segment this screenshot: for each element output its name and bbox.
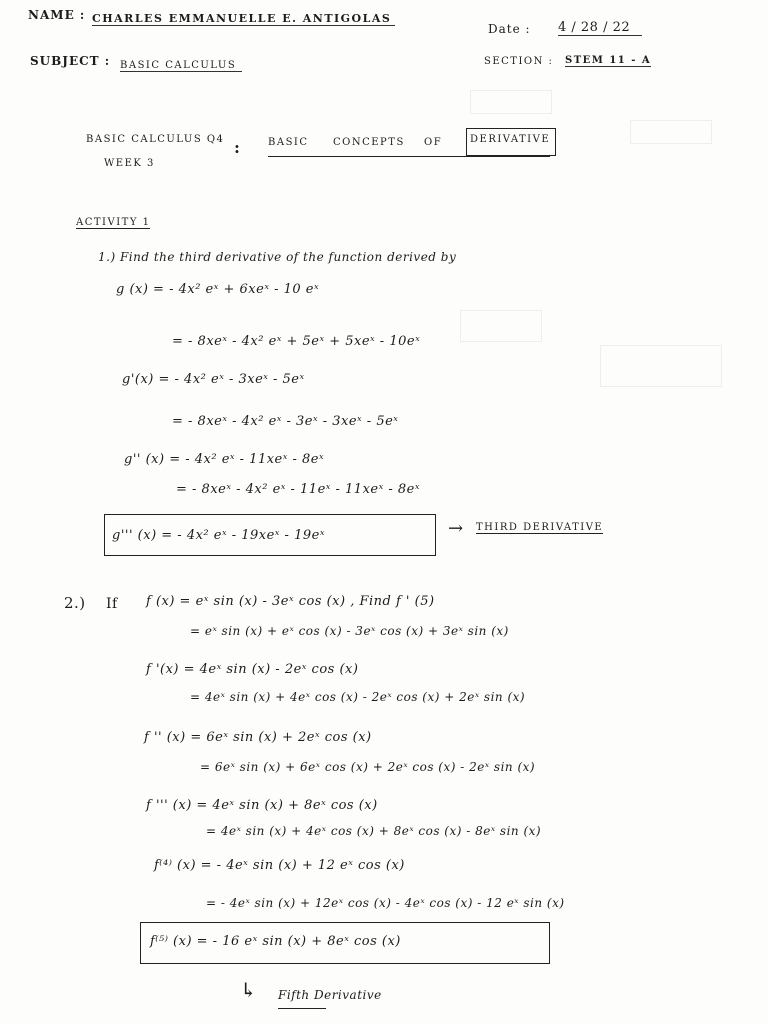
problem1-line: = - 8xeˣ - 4x² eˣ + 5eˣ + 5xeˣ - 10eˣ [172,334,421,349]
problem2-line: f '' (x) = 6eˣ sin (x) + 2eˣ cos (x) [144,730,372,745]
problem2-prompt: f (x) = eˣ sin (x) - 3eˣ cos (x) , Find f ' (5) [146,594,435,609]
subject-label: SUBJECT : [30,54,111,68]
section-label: SECTION : [484,56,554,67]
bleed-through-mark [470,90,552,114]
title-underline [268,156,550,157]
bleed-through-mark [600,345,722,387]
problem1-arrow: → [448,518,464,539]
problem2-line: f ''' (x) = 4eˣ sin (x) + 8eˣ cos (x) [146,798,378,813]
week-label: WEEK 3 [104,158,155,169]
topic-basic: BASIC [268,137,309,148]
problem1-answer: g''' (x) = - 4x² eˣ - 19xeˣ - 19eˣ [112,528,325,543]
topic-concepts: CONCEPTS [333,137,405,148]
problem1-line: g (x) = - 4x² eˣ + 6xeˣ - 10 eˣ [116,282,320,297]
topic-of: OF [424,137,443,148]
name-label: NAME : [28,8,86,22]
problem1-line: g'(x) = - 4x² eˣ - 3xeˣ - 5eˣ [122,372,305,387]
problem1-answer-label: THIRD DERIVATIVE [476,522,604,533]
problem1-prompt: 1.) Find the third derivative of the function derived by [98,250,457,264]
problem1-line: = - 8xeˣ - 4x² eˣ - 3eˣ - 3xeˣ - 5eˣ [172,414,399,429]
bleed-through-mark [460,310,542,342]
date-label: Date : [488,22,531,36]
topic-derivative: DERIVATIVE [470,134,551,145]
problem2-line: f '(x) = 4eˣ sin (x) - 2eˣ cos (x) [146,662,359,677]
date-value: 4 / 28 / 22 [558,20,642,36]
problem1-line: g'' (x) = - 4x² eˣ - 11xeˣ - 8eˣ [124,452,325,467]
name-value: CHARLES EMMANUELLE E. ANTIGOLAS [92,12,395,26]
problem2-line: = 4eˣ sin (x) + 4eˣ cos (x) + 8eˣ cos (x) - 8eˣ sin (x) [206,824,542,838]
problem2-line: = 6eˣ sin (x) + 6eˣ cos (x) + 2eˣ cos (x) - 2eˣ sin (x) [200,760,536,774]
problem2-line: f⁽⁴⁾ (x) = - 4eˣ sin (x) + 12 eˣ cos (x) [154,858,405,873]
problem2-answer-label: Fifth Derivative [278,988,382,1002]
problem2-number: 2.) [64,594,86,612]
course-title: BASIC CALCULUS Q4 [86,134,225,145]
problem2-arrow: ↳ [240,978,258,1002]
problem2-answer: f⁽⁵⁾ (x) = - 16 eˣ sin (x) + 8eˣ cos (x) [150,934,401,949]
section-value: STEM 11 - A [565,55,652,66]
topic-derivative-box [466,128,556,156]
problem2-line: = - 4eˣ sin (x) + 12eˣ cos (x) - 4eˣ cos (x) - 12 eˣ sin (x) [206,896,565,910]
fifth-derivative-underline [278,1008,326,1009]
title-separator: : [234,138,241,157]
activity-heading: ACTIVITY 1 [76,217,151,228]
problem1-line: = - 8xeˣ - 4x² eˣ - 11eˣ - 11xeˣ - 8eˣ [176,482,420,497]
subject-value: BASIC CALCULUS [120,60,242,72]
bleed-through-mark [630,120,712,144]
problem2-line: = eˣ sin (x) + eˣ cos (x) - 3eˣ cos (x) + 3eˣ sin (x) [190,624,509,638]
problem2-if: If [106,596,118,612]
problem2-line: = 4eˣ sin (x) + 4eˣ cos (x) - 2eˣ cos (x) + 2eˣ sin (x) [190,690,526,704]
